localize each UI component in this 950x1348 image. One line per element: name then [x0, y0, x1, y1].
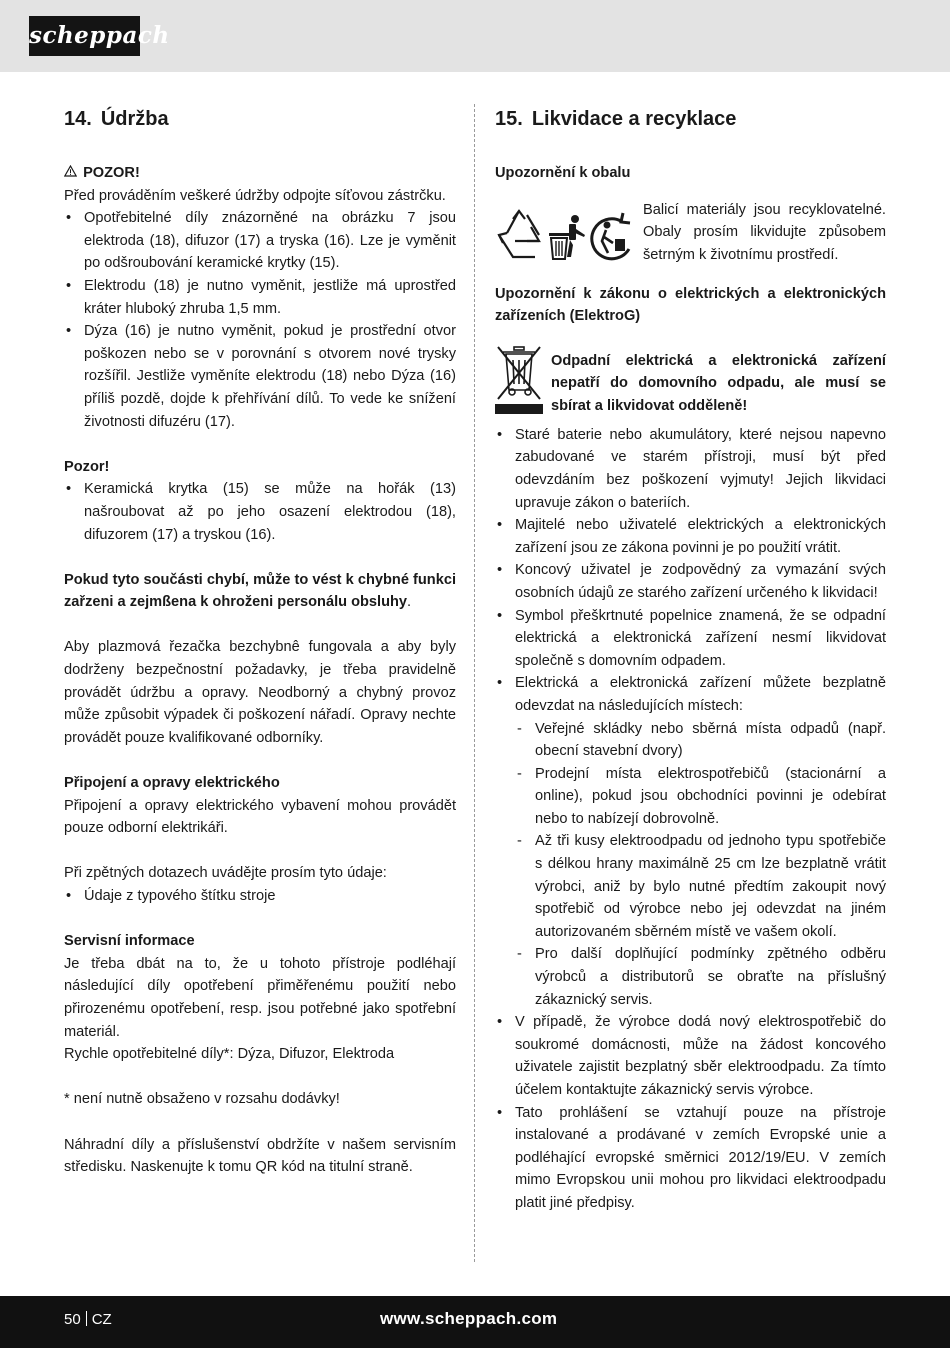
- missing-parts-bold: Pokud tyto součásti chybí, může to vést k chybné funkci zařzeni a zejmßena k ohroženi personálu obsluhy: [64, 571, 456, 611]
- warning-triangle-icon: [64, 162, 79, 185]
- packaging-heading: Upozornění k obalu: [495, 165, 631, 181]
- caution-heading: Pozor!: [64, 458, 110, 475]
- weee-list: [495, 424, 886, 1215]
- dash-item: - Veřejné skládky nebo sběrná místa odpadů (např. obecní stavební dvory): [515, 718, 886, 763]
- section-title-text: Údržba: [100, 108, 169, 130]
- section-number: 14.: [64, 108, 92, 130]
- inquiry-paragraph: Při zpětných dotazech uvádějte prosím tyto údaje:: [64, 865, 387, 882]
- footer: [0, 1296, 950, 1348]
- dash-item: - Pro další doplňující podmínky zpětného odběru výrobců a distributorů se obraťte na příslušný zákaznický servis.: [515, 943, 886, 1011]
- list-item: • Keramická krytka (15) se může na hořák (13) našroubovat až po jeho osazení elektrodou (18), difuzorem (17) a tryskou (16).: [64, 478, 456, 546]
- waste-bin-person-icon: [549, 215, 585, 259]
- header-band: [0, 0, 950, 72]
- weee-bold-text: Odpadní elektrická a elektronická zařízení nepatří do domovního odpadu, ale musí se sbírat a likvidovat odděleně!: [551, 352, 886, 414]
- website-link[interactable]: www.scheppach.com: [380, 1309, 558, 1328]
- weee-notice: [495, 344, 886, 424]
- list-item: • Dýza (16) je nutno vyměnit, pokud je prostřední otvor poškozen nebo se v porovnání s otvorem nové trysky rozšířil. Jestliže vyměníte elektrodu (18) nebo Dýza (16) příliš pozdě, dojde k přehřívání dílů. To vede ke snížení životnosti difuzéru (17).: [64, 320, 456, 433]
- spare-parts-paragraph: Náhradní díly a příslušenství obdržíte v našem servisním středisku. Naskenujte k tomu QR kód na titulní straně.: [64, 1136, 456, 1176]
- wear-parts-list: [64, 207, 456, 433]
- return-points-list: [515, 718, 886, 1012]
- list-item: • V případě, že výrobce dodá nový elektrospotřebič do soukromé domácnosti, může na žádost koncového uživatele zajistit bezplatný sběr elektroodpadu. Za tímto účelem kontaktujte zákaznický servis výrobce.: [495, 1011, 886, 1101]
- page-number: 50: [64, 1311, 81, 1328]
- warning-label: POZOR!: [83, 165, 140, 181]
- language-code: CZ: [91, 1311, 112, 1328]
- section-title-text: Likvidace a recyklace: [531, 108, 737, 130]
- list-item: • Údaje z typového štítku stroje: [64, 885, 456, 908]
- crossed-bin-icon: [495, 344, 543, 416]
- dash-item: - Až tři kusy elektroodpadu od jednoho typu spotřebiče s délkou hrany maximálně 25 cm lze bezplatně vrátit výrobci, aniž by bylo nutné předtím zakoupit nový spotřebič od výrobce nebo jej odevzdat na jiném autorizovaném sběrném místě ve vašem okolí.: [515, 830, 886, 943]
- column-divider: [474, 104, 475, 1262]
- list-item: [495, 672, 886, 1011]
- list-item: • Elektrodu (18) je nutno vyměnit, jestliže má uprostřed kráter hluboký zhruba 1,5 mm.: [64, 275, 456, 320]
- service-info-heading: Servisní informace: [64, 933, 195, 950]
- packaging-notice: [495, 199, 886, 277]
- packaging-text: Balicí materiály jsou recyklovatelné. Obaly prosím likvidujte způsobem šetrným k životnímu prostředí.: [643, 201, 886, 263]
- wear-parts-line: Rychle opotřebitelné díly*: Dýza, Difuzor, Elektroda: [64, 1046, 395, 1063]
- scheppach-logo: scheppach: [29, 16, 140, 56]
- list-item-text: Elektrická a elektronická zařízení můžete bezplatně odevzdat na následujících místech:: [515, 675, 886, 714]
- maintenance-column: [64, 104, 456, 1179]
- section-title-maintenance: [64, 104, 456, 134]
- electrical-repair-text: Připojení a opravy elektrického vybavení mohou provádět pouze odborní elektrikáři.: [64, 797, 456, 837]
- list-item: • Staré baterie nebo akumulátory, které nejsou napevno zabudované ve starém přístroji, musí být před odevzdáním bez poškození vyjmuty! Jejich likvidaci upravuje zákon o bateriích.: [495, 424, 886, 514]
- list-item: • Symbol přeškrtnuté popelnice znamená, že se odpadní elektrická a elektronická zařízení nesmí likvidovat společně s domovním odpadem.: [495, 605, 886, 673]
- list-item: • Koncový uživatel je zodpovědný za vymazání svých osobních údajů ze starého zařízení určeného k likvidaci!: [495, 559, 886, 604]
- caution-list: [64, 478, 456, 546]
- maintenance-paragraph: Aby plazmová řezačka bezchybnê fungovala a aby byly dodrženy bezpečnostní požadavky, je třeba pravidelně provádět údržbu a opravy. Neodborný a chybný provoz může způsobit výpadek či poškození nářadí. Opravy nechte provádět pouze kvalifikované odborníky.: [64, 639, 456, 746]
- list-item: • Tato prohlášení se vztahují pouze na přístroje instalované a prodávané v zemích Evropské unie a podléhající evropské směrnici 2012/19/EU. V zemích mimo Evropskou unii mohou pro likvidaci elektroodpadu platit jiné předpisy.: [495, 1102, 886, 1215]
- warning-heading: [64, 162, 456, 185]
- footnote: * není nutně obsaženo v rozsahu dodávky!: [64, 1091, 340, 1108]
- section-number: 15.: [495, 108, 523, 130]
- page-info: [64, 1311, 112, 1328]
- dash-item: - Prodejní místa elektrospotřebičů (stacionární a online), pokud jsou obchodníci povinni je odebírat nebo to nabízejí dobrovolně.: [515, 763, 886, 831]
- service-info-text: Je třeba dbát na to, že u tohoto přístroje podléhají následující díly opotřebení přiměřenému použití nebo přirozenému opotřebení, resp. jsou potřebné jako spotřební materiál.: [64, 955, 456, 1040]
- section-title-disposal: [495, 104, 886, 134]
- disposal-column: [495, 104, 886, 1215]
- inquiry-list: [64, 885, 456, 908]
- packaging-icons: [495, 205, 637, 265]
- missing-parts-warning: Pokud tyto součásti chybí, může to vést k chybné funkci zařzeni a zejmßena k ohroženi personálu obsluhy.: [64, 571, 456, 611]
- list-item: • Opotřebitelné díly znázorněné na obrázku 7 jsou elektroda (18), difuzor (17) a tryska (16). Lze je vyměnit po odšroubování keramické krytky (15).: [64, 207, 456, 275]
- recycle-icon: [499, 211, 539, 257]
- list-item: • Majitelé nebo uživatelé elektrických a elektronických zařízení jsou ze zákona povinni je po použití vrátit.: [495, 514, 886, 559]
- warning-text: Před prováděním veškeré údržby odpojte síťovou zástrčku.: [64, 187, 446, 204]
- footer-separator: [86, 1311, 87, 1326]
- electrical-repair-heading: Připojení a opravy elektrického: [64, 775, 280, 792]
- weee-heading: Upozornění k zákonu o elektrických a elektronických zařízeních (ElektroG): [495, 285, 886, 325]
- recycling-loop-icon: [592, 213, 630, 259]
